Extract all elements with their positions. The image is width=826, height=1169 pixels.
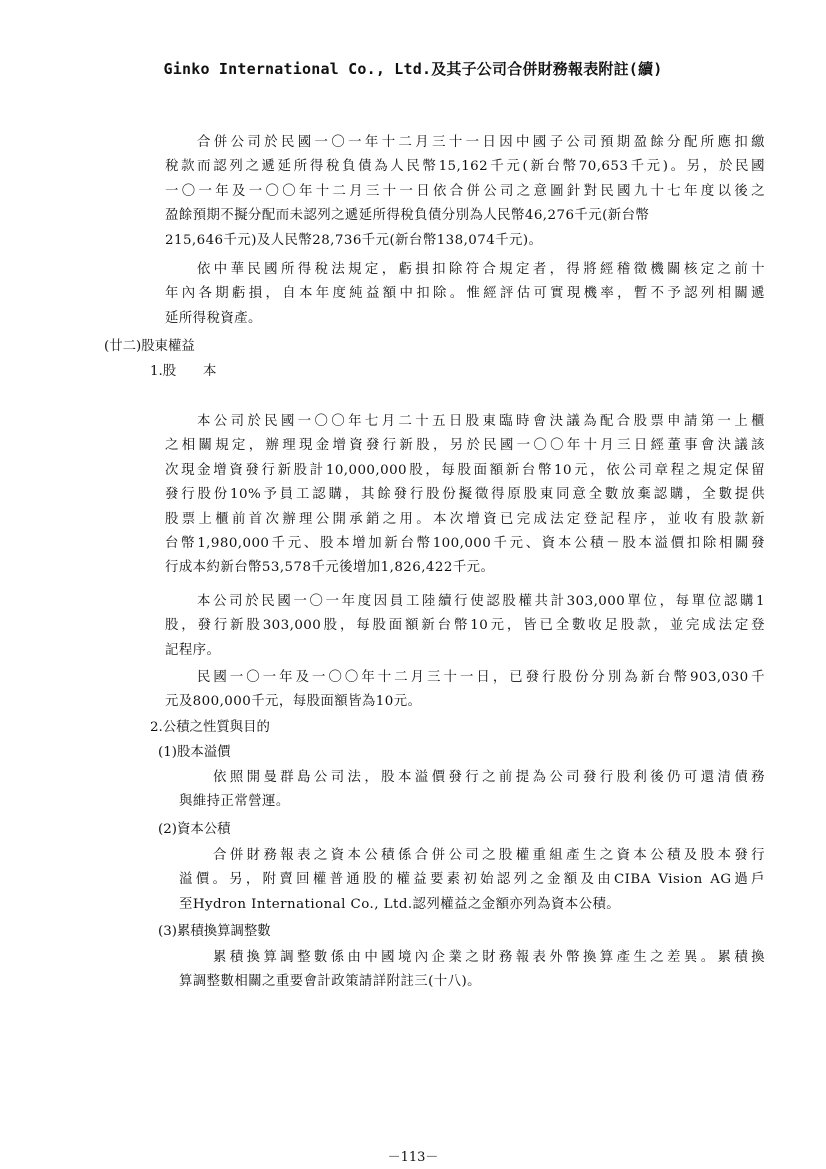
item-heading-cumulative-translation: (3)累積換算調整數 bbox=[158, 924, 271, 939]
text-line: 依中華民國所得稅法規定，虧損扣除符合規定者，得將經稽徵機關核定之前十 bbox=[197, 262, 765, 277]
text-line: 累積換算調整數係由中國境內企業之財務報表外幣換算產生之差異。累積換 bbox=[213, 950, 765, 965]
text-line: 盈餘預期不擬分配而未認列之遞延所得稅負債分別為人民幣46,276千元(新台幣 bbox=[165, 208, 650, 224]
text-line: 本公司於民國一〇〇年七月二十五日股東臨時會決議為配合股票申請第一上櫃 bbox=[197, 414, 765, 429]
capital-stock-paragraph-1 bbox=[165, 410, 765, 581]
text-line: 記程序。 bbox=[165, 642, 221, 658]
text-line: 股票上櫃前首次辦理公開承銷之用。本次增資已完成法定登記程序，並收有股款新 bbox=[165, 511, 765, 527]
page-number: －113－ bbox=[387, 1150, 439, 1165]
subsection-heading-reserves: 2.公積之性質與目的 bbox=[150, 720, 270, 735]
text-line: 之相關規定，辦理現金增資發行新股，另於民國一〇〇年十月三日經董事會決議該 bbox=[165, 438, 765, 454]
text-line: 元及800,000千元，每股面額皆為10元。 bbox=[165, 694, 422, 710]
text-line: 年內各期虧損，自本年度純益額中扣除。惟經評估可實現機率，暫不予認列相關遞 bbox=[165, 286, 765, 302]
text-line: 稅款而認列之遞延所得稅負債為人民幣15,162千元(新台幣70,653千元)。另，於民國 bbox=[165, 159, 765, 175]
text-line: 行成本約新台幣53,578千元後增加1,826,422千元。 bbox=[165, 560, 495, 576]
intro-paragraph-2 bbox=[165, 258, 765, 331]
text-line: 民國一〇一年及一〇〇年十二月三十一日，已發行股份分別為新台幣903,030千 bbox=[197, 670, 765, 685]
share-premium-paragraph bbox=[179, 766, 765, 815]
text-line: 至Hydron International Co., Ltd.認列權益之金額亦列為資本公積。 bbox=[179, 896, 621, 912]
text-line: 依照開曼群島公司法，股本溢價發行之前提為公司發行股利後仍可還清債務 bbox=[213, 770, 765, 785]
text-line: 合併財務報表之資本公積係合併公司之股權重組產生之資本公積及股本發行 bbox=[213, 848, 765, 863]
text-line: 215,646千元)及人民幣28,736千元(新台幣138,074千元)。 bbox=[165, 232, 543, 248]
subsection-heading-capital-stock: 1.股 本 bbox=[150, 364, 217, 379]
capital-stock-paragraph-3 bbox=[165, 666, 765, 715]
capital-stock-paragraph-2 bbox=[165, 590, 765, 663]
intro-paragraph-1 bbox=[165, 131, 765, 253]
text-line: 股，發行新股303,000股，每股面額新台幣10元，皆已全數收足股款，並完成法定登 bbox=[165, 618, 765, 634]
text-line: 延所得稅資產。 bbox=[165, 310, 262, 326]
text-line: 次現金增資發行新股計10,000,000股，每股面額新台幣10元，依公司章程之規定保留 bbox=[165, 462, 765, 478]
text-line: 合併公司於民國一〇一年十二月三十一日因中國子公司預期盈餘分配所應扣繳 bbox=[197, 135, 765, 150]
text-line: 溢價。另，附賣回權普通股的權益要素初始認列之金額及由CIBA Vision AG過戶 bbox=[179, 872, 765, 888]
text-line: 算調整數相關之重要會計政策請詳附註三(十八)。 bbox=[179, 974, 481, 990]
cumulative-translation-paragraph bbox=[179, 946, 765, 995]
capital-surplus-paragraph bbox=[179, 844, 765, 917]
text-line: 與維持正常營運。 bbox=[179, 794, 290, 810]
text-line: 本公司於民國一〇一年度因員工陸續行使認股權共計303,000單位，每單位認購1 bbox=[197, 594, 765, 609]
text-line: 一〇一年及一〇〇年十二月三十一日依合併公司之意圖針對民國九十七年度以後之 bbox=[165, 183, 765, 199]
item-heading-share-premium: (1)股本溢價 bbox=[158, 745, 231, 760]
item-heading-capital-surplus: (2)資本公積 bbox=[158, 822, 231, 837]
text-line: 台幣1,980,000千元、股本增加新台幣100,000千元、資本公積－股本溢價扣除相關發 bbox=[165, 536, 765, 552]
page-header: Ginko International Co., Ltd.及其子公司合併財務報表附註(續) bbox=[163, 60, 663, 78]
text-line: 發行股份10%予員工認購，其餘發行股份擬徵得原股東同意全數放棄認購，全數提供 bbox=[165, 487, 765, 503]
section-heading-22: (廿二)股東權益 bbox=[104, 339, 195, 354]
